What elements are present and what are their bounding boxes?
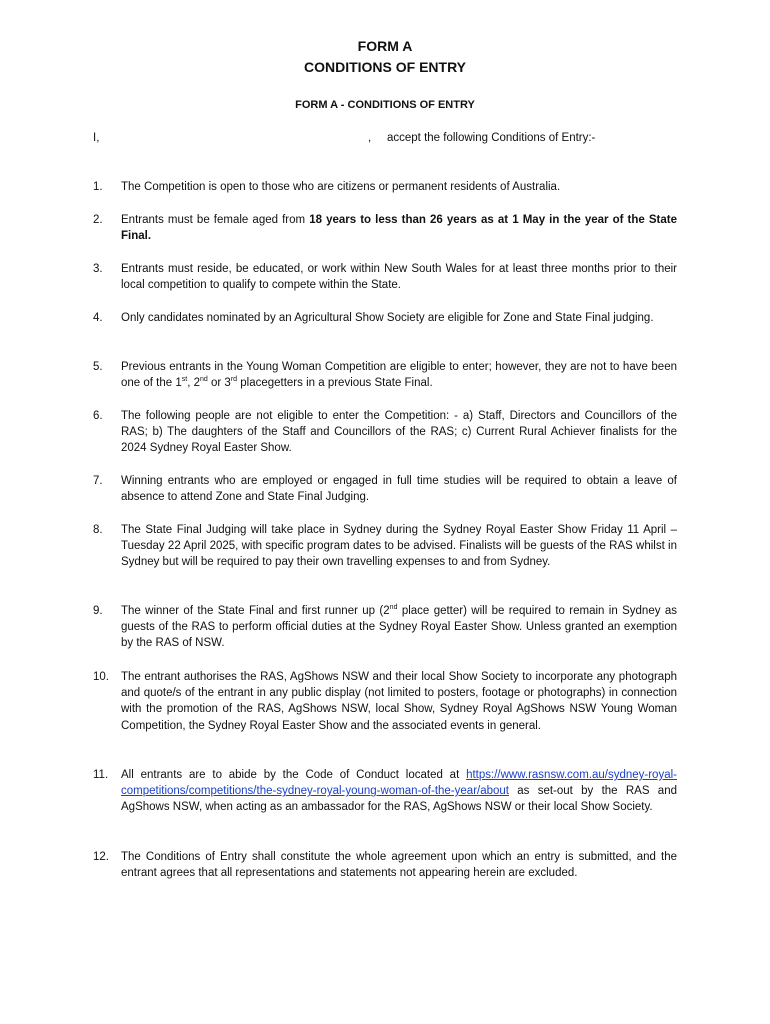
- condition-number: 3.: [93, 263, 103, 275]
- condition-text-part: or 3: [207, 377, 231, 390]
- form-heading: CONDITIONS OF ENTRY: [303, 59, 467, 75]
- condition-number: 11.: [93, 769, 109, 781]
- condition-text: The following people are not eligible to enter the Competition: - a) Staff, Directors and Councillors of the RAS; b) The daughters of the Staff and Councillors of the RAS; c) Current Rural Achiever finalists for the 2024 Sydney Royal Easter Show.: [121, 410, 677, 455]
- condition-number: 9.: [93, 605, 103, 617]
- condition-text: The entrant authorises the RAS, AgShows NSW and their local Show Society to incorporate any photograph and quote/s of the entrant in any public display (not limited to posters, footage or photographs) in connection with the promotion of the RAS, AgShows NSW, local Show, Sydney Royal AgShows NSW Young Woman Competition, the Sydney Royal Easter Show and the associated events in general.: [121, 671, 677, 732]
- condition-text-part: The winner of the State Final and first runner up (2: [121, 605, 390, 617]
- condition-text-part: Previous entrants in the Young Woman Competition are eligible to enter; however, they are not to have been one of the 1: [121, 361, 677, 390]
- condition-text: The State Final Judging will take place in Sydney during the Sydney Royal Easter Show Friday 11 April – Tuesday 22 April 2025, with specific program dates to be advised. Finalists will be guests of the RAS whilst in Sydney but will be required to pay their own travelling expenses to and from Sydney.: [121, 524, 677, 569]
- condition-item: [93, 179, 677, 195]
- condition-text-part: , 2: [187, 377, 200, 390]
- condition-item: [93, 603, 677, 652]
- condition-text-part: Entrants must be female aged from: [121, 214, 310, 226]
- condition-item: [93, 359, 677, 391]
- condition-item: [93, 522, 677, 571]
- entrant-declaration: [93, 130, 683, 146]
- condition-text: [121, 603, 677, 652]
- condition-number: 4.: [93, 312, 103, 324]
- declaration-comma: ,: [368, 132, 372, 144]
- form-subtitle: FORM A - CONDITIONS OF ENTRY: [295, 99, 475, 111]
- condition-item: [93, 212, 677, 244]
- condition-item: [93, 767, 677, 816]
- condition-text: The Conditions of Entry shall constitute the whole agreement upon which an entry is submitted, and the entrant agrees that all representations and statements not appearing herein are excluded.: [121, 851, 677, 880]
- condition-item: [93, 310, 677, 326]
- condition-item: [93, 473, 677, 505]
- ordinal-suffix: nd: [389, 604, 398, 612]
- condition-number: 1.: [93, 181, 103, 193]
- form-title: FORM A: [357, 38, 413, 54]
- condition-text: Only candidates nominated by an Agricultural Show Society are eligible for Zone and State Final judging.: [121, 312, 654, 324]
- declaration-prefix: I,: [93, 132, 100, 144]
- condition-text: The Competition is open to those who are citizens or permanent residents of Australia.: [121, 181, 561, 193]
- condition-text-part: as set-out by the RAS and AgShows NSW, when acting as an ambassador for the RAS, AgShows NSW or their local Show Society.: [121, 785, 677, 814]
- code-of-conduct-link[interactable]: https://www.rasnsw.com.au/sydney-royal-competitions/competitions/the-sydney-royal-young-woman-of-the-year/about: [121, 769, 677, 798]
- condition-number: 12.: [93, 851, 109, 863]
- condition-text: Entrants must reside, be educated, or work within New South Wales for at least three months prior to their local competition to qualify to compete within the State.: [121, 263, 677, 292]
- condition-item: [93, 849, 677, 881]
- condition-number: 2.: [93, 214, 103, 226]
- condition-text: [121, 359, 677, 391]
- condition-number: 7.: [93, 475, 103, 487]
- ordinal-suffix: rd: [230, 376, 238, 384]
- ordinal-suffix: st: [181, 376, 188, 384]
- condition-text: [121, 767, 677, 816]
- condition-item: [93, 669, 677, 734]
- declaration-accept-text: accept the following Conditions of Entry:-: [387, 132, 596, 144]
- condition-text-part: placegetters in a previous State Final.: [237, 377, 433, 390]
- condition-text: Winning entrants who are employed or engaged in full time studies will be required to obtain a leave of absence to attend Zone and State Final Judging.: [121, 475, 677, 504]
- condition-number: 10.: [93, 671, 109, 683]
- condition-number: 6.: [93, 410, 103, 422]
- condition-text-bold: 18 years to less than 26 years as at 1 May in the year of the State Final.: [121, 214, 677, 243]
- ordinal-suffix: nd: [200, 376, 208, 384]
- condition-text-part: place getter) will be required to remain in Sydney as guests of the RAS to perform official duties at the Sydney Royal Easter Show. Unless granted an exemption by the RAS of NSW.: [121, 605, 677, 650]
- condition-item: [93, 408, 677, 457]
- condition-number: 5.: [93, 361, 103, 373]
- condition-text-part: All entrants are to abide by the Code of Conduct located at: [121, 769, 467, 781]
- condition-item: [93, 261, 677, 293]
- condition-number: 8.: [93, 524, 103, 536]
- condition-text: [121, 212, 677, 244]
